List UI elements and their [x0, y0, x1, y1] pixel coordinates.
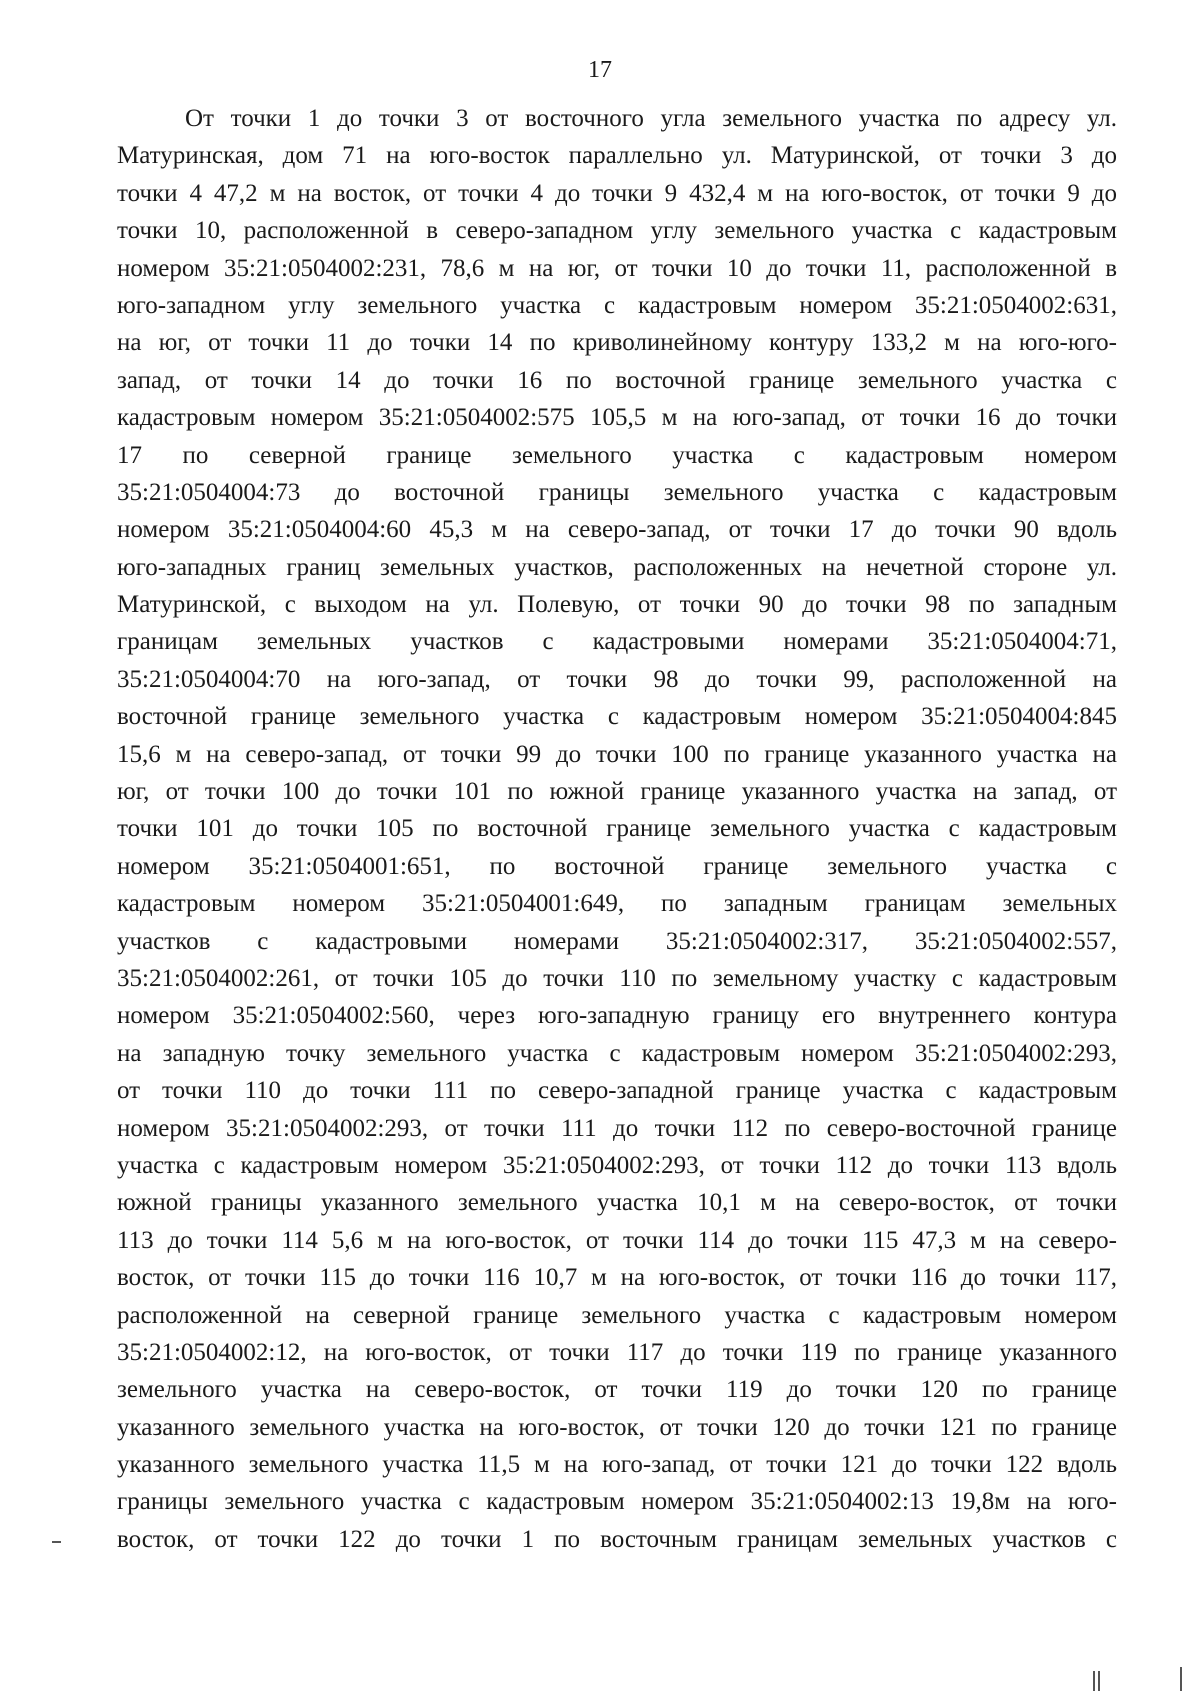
text-line: границы земельного участка с кадастровым номером 35:21:0504002:13 19,8м на юго- — [117, 1488, 1117, 1516]
text-line: запад, от точки 14 до точки 16 по восточной границе земельного участка с — [117, 366, 1117, 394]
body-paragraph — [117, 100, 1117, 1558]
text-line: 17 по северной границе земельного участка с кадастровым номером — [117, 441, 1117, 469]
text-line: 15,6 м на северо-запад, от точки 99 до точки 100 по границе указанного участка на — [117, 740, 1117, 768]
text-line: 35:21:0504004:70 на юго-запад, от точки 98 до точки 99, расположенной на — [117, 665, 1117, 693]
scan-mark — [1180, 1667, 1182, 1691]
text-line: номером 35:21:0504002:293, от точки 111 до точки 112 по северо-восточной границе — [117, 1114, 1117, 1142]
text-line: юго-западных границ земельных участков, расположенных на нечетной стороне ул. — [117, 553, 1117, 581]
text-line: точки 101 до точки 105 по восточной границе земельного участка с кадастровым — [117, 815, 1117, 843]
page-number: 17 — [588, 57, 612, 83]
text-line: границам земельных участков с кадастровыми номерами 35:21:0504004:71, — [117, 628, 1117, 656]
scan-mark — [1093, 1671, 1095, 1691]
text-line: от точки 110 до точки 111 по северо-западной границе участка с кадастровым — [117, 1077, 1117, 1105]
text-line: юг, от точки 100 до точки 101 по южной границе указанного участка на запад, от — [117, 778, 1117, 806]
text-line: участка с кадастровым номером 35:21:0504002:293, от точки 112 до точки 113 вдоль — [117, 1151, 1117, 1179]
text-line: кадастровым номером 35:21:0504001:649, по западным границам земельных — [117, 890, 1117, 918]
text-line: номером 35:21:0504002:560, через юго-западную границу его внутреннего контура — [117, 1002, 1117, 1030]
text-line: южной границы указанного земельного участка 10,1 м на северо-восток, от точки — [117, 1189, 1117, 1217]
text-line: расположенной на северной границе земельного участка с кадастровым номером — [117, 1301, 1117, 1329]
text-line: номером 35:21:0504004:60 45,3 м на северо-запад, от точки 17 до точки 90 вдоль — [117, 516, 1117, 544]
text-line: участков с кадастровыми номерами 35:21:0504002:317, 35:21:0504002:557, — [117, 927, 1117, 955]
text-line: Матуринская, дом 71 на юго-восток параллельно ул. Матуринской, от точки 3 до — [117, 142, 1117, 170]
text-line: 35:21:0504002:12, на юго-восток, от точки 117 до точки 119 по границе указанного — [117, 1338, 1117, 1366]
text-line: точки 10, расположенной в северо-западном углу земельного участка с кадастровым — [117, 217, 1117, 245]
text-line: на западную точку земельного участка с кадастровым номером 35:21:0504002:293, — [117, 1039, 1117, 1067]
text-line: юго-западном углу земельного участка с кадастровым номером 35:21:0504002:631, — [117, 291, 1117, 319]
text-line: кадастровым номером 35:21:0504002:575 105,5 м на юго-запад, от точки 16 до точки — [117, 404, 1117, 432]
text-line: точки 4 47,2 м на восток, от точки 4 до точки 9 432,4 м на юго-восток, от точки 9 до — [117, 179, 1117, 207]
scan-mark — [52, 1541, 61, 1543]
text-line: указанного земельного участка 11,5 м на юго-запад, от точки 121 до точки 122 вдоль — [117, 1451, 1117, 1479]
text-line: 35:21:0504004:73 до восточной границы земельного участка с кадастровым — [117, 478, 1117, 506]
text-line: восток, от точки 115 до точки 116 10,7 м на юго-восток, от точки 116 до точки 117, — [117, 1264, 1117, 1292]
text-line: 35:21:0504002:261, от точки 105 до точки 110 по земельному участку с кадастровым — [117, 964, 1117, 992]
text-line: 113 до точки 114 5,6 м на юго-восток, от точки 114 до точки 115 47,3 м на северо- — [117, 1226, 1117, 1254]
text-line: Матуринской, с выходом на ул. Полевую, от точки 90 до точки 98 по западным — [117, 591, 1117, 619]
text-line: номером 35:21:0504002:231, 78,6 м на юг, от точки 10 до точки 11, расположенной в — [117, 254, 1117, 282]
text-line: на юг, от точки 11 до точки 14 по криволинейному контуру 133,2 м на юго-юго- — [117, 329, 1117, 357]
scan-mark — [1098, 1671, 1100, 1691]
text-line: земельного участка на северо-восток, от точки 119 до точки 120 по границе — [117, 1376, 1117, 1404]
text-line: восточной границе земельного участка с кадастровым номером 35:21:0504004:845 — [117, 703, 1117, 731]
text-line: указанного земельного участка на юго-восток, от точки 120 до точки 121 по границе — [117, 1413, 1117, 1441]
text-line: номером 35:21:0504001:651, по восточной границе земельного участка с — [117, 852, 1117, 880]
text-line: восток, от точки 122 до точки 1 по восточным границам земельных участков с — [117, 1525, 1117, 1553]
text-line: От точки 1 до точки 3 от восточного угла земельного участка по адресу ул. — [185, 105, 1117, 132]
